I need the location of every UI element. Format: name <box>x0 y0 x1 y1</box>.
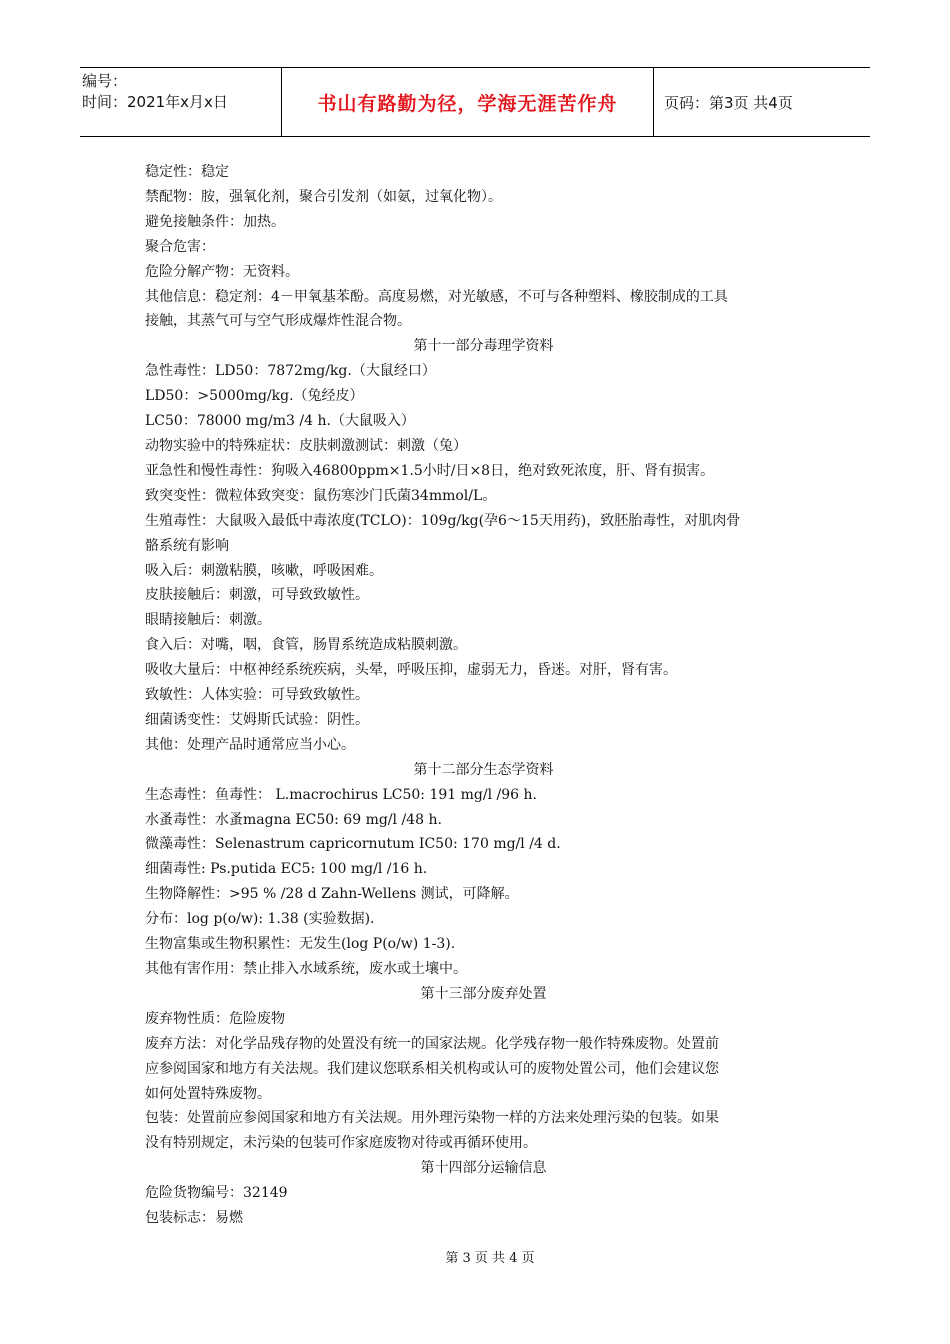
body-line: 生物降解性：>95 % /28 d Zahn-Wellens 测试，可降解。 <box>145 886 519 903</box>
document-body <box>145 160 810 1231</box>
body-line: 其他：处理产品时通常应当小心。 <box>145 736 355 753</box>
body-line: 分布：log p(o/w): 1.38 (实验数据). <box>145 911 375 928</box>
body-line: 应参阅国家和地方有关法规。我们建议您联系相关机构或认可的废物处置公司，他们会建议您 <box>145 1060 719 1077</box>
header-time-label: 时间：2021年x月x日 <box>82 93 228 111</box>
body-line: 生态毒性：鱼毒性： L.macrochirus LC50: 191 mg/l /96 h. <box>145 786 537 803</box>
header-motto: 书山有路勤为径，学海无涯苦作舟 <box>282 68 654 136</box>
page-footer: 第 3 页 共 4 页 <box>445 1251 535 1266</box>
body-line: 聚合危害： <box>145 238 215 255</box>
body-line: 禁配物：胺，强氧化剂，聚合引发剂（如氨，过氧化物）。 <box>145 188 502 205</box>
body-line: 急性毒性：LD50：7872mg/kg.（大鼠经口） <box>145 363 436 380</box>
body-line: 废弃物性质：危险废物 <box>145 1010 285 1027</box>
body-line: 动物实验中的特殊症状：皮肤刺激测试：刺激（兔） <box>145 437 467 454</box>
body-line: 如何处置特殊废物。 <box>145 1085 271 1102</box>
body-line: 稳定性：稳定 <box>145 164 229 180</box>
body-line: 危险货物编号：32149 <box>145 1185 288 1202</box>
body-line: 亚急性和慢性毒性：狗吸入46800ppm×1.5小时/日×8日，绝对致死浓度，肝、肾有损害。 <box>145 462 715 479</box>
body-line: 其他有害作用：禁止排入水域系统，废水或土壤中。 <box>145 961 467 977</box>
body-line: 避免接触条件：加热。 <box>145 213 285 230</box>
body-line: 吸入后：刺激粘膜，咳嗽，呼吸困难。 <box>145 562 383 579</box>
section-heading: 第十四部分运输信息 <box>420 1160 547 1177</box>
body-line: 没有特别规定，未污染的包装可作家庭废物对待或再循环使用。 <box>145 1135 537 1152</box>
body-line: 包装：处置前应参阅国家和地方有关法规。用外理污染物一样的方法来处理污染的包装。如果 <box>145 1110 719 1127</box>
section-heading: 第十二部分生态学资料 <box>413 761 554 778</box>
body-line: 致敏性：人体实验：可导致致敏性。 <box>145 687 369 704</box>
page-header <box>80 67 870 137</box>
body-line: 生物富集或生物积累性：无发生(log P(o/w) 1-3). <box>145 936 456 953</box>
body-line: 接触，其蒸气可与空气形成爆炸性混合物。 <box>145 313 411 330</box>
body-line: 危险分解产物：无资料。 <box>145 263 299 280</box>
section-heading: 第十一部分毒理学资料 <box>413 338 554 355</box>
header-meta <box>80 68 282 136</box>
body-line: 细菌毒性: Ps.putida EC5: 100 mg/l /16 h. <box>145 861 428 878</box>
body-line: 包装标志：易燃 <box>145 1210 243 1227</box>
body-line: LC50：78000 mg/m3 /4 h.（大鼠吸入） <box>145 413 415 430</box>
body-line: 水蚤毒性：水蚤magna EC50: 69 mg/l /48 h. <box>145 811 442 828</box>
body-line: 废弃方法：对化学品残存物的处置没有统一的国家法规。化学残存物一般作特殊废物。处置前 <box>145 1035 719 1052</box>
body-line: 眼睛接触后：刺激。 <box>145 612 271 629</box>
header-page-info: 页码：第3页 共4页 <box>664 93 793 112</box>
body-line: 骼系统有影响 <box>145 537 229 554</box>
section-heading: 第十三部分废弃处置 <box>420 985 547 1002</box>
body-line: 皮肤接触后：刺激，可导致致敏性。 <box>145 587 369 604</box>
body-line: 生殖毒性：大鼠吸入最低中毒浓度(TCLO)：109g/kg(孕6～15天用药)，致胚胎毒性，对肌肉骨 <box>145 512 741 529</box>
body-line: 微藻毒性：Selenastrum capricornutum IC50: 170 mg/l /4 d. <box>145 836 561 853</box>
header-number-label: 编号： <box>82 72 128 90</box>
body-line: 其他信息：稳定剂：4－甲氧基苯酚。高度易燃，对光敏感，不可与各种塑料、橡胶制成的工具 <box>145 288 728 305</box>
body-line: 致突变性：微粒体致突变：鼠伤寒沙门氏菌34mmol/L。 <box>145 487 497 504</box>
body-line: 食入后：对嘴，咽，食管，肠胃系统造成粘膜刺激。 <box>145 637 467 654</box>
body-line: 吸收大量后：中枢神经系统疾病，头晕，呼吸压抑，虚弱无力，昏迷。对肝，肾有害。 <box>145 662 677 679</box>
body-line: LD50：>5000mg/kg.（兔经皮） <box>145 388 364 405</box>
body-line: 细菌诱变性：艾姆斯氏试验：阴性。 <box>145 711 369 728</box>
